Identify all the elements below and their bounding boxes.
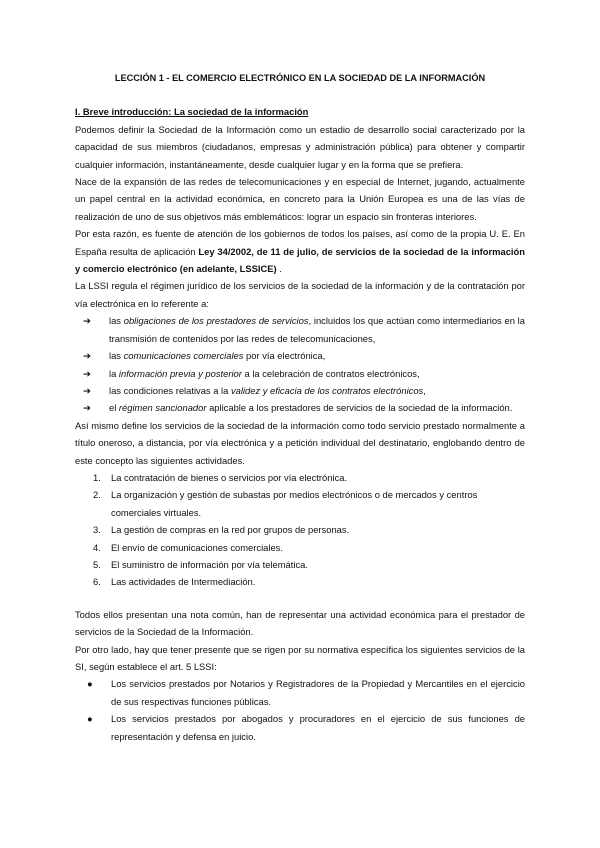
item-number: 6. [93, 576, 101, 588]
list-item: 2. La organización y gestión de subastas por medios electrónicos o de mercados y centros comerciales virtuales. [93, 486, 525, 521]
bullet-icon: ● [87, 713, 93, 725]
item-number: 1. [93, 471, 101, 483]
item-number: 4. [93, 541, 101, 553]
law-intro-text: Por esta razón, es fuente de atención de los gobiernos de todos los países, así como de la propia U. E. En España resulta de aplicación [75, 228, 525, 257]
list-item: 1. La contratación de bienes o servicios por vía electrónica. [93, 469, 525, 486]
item-number: 2. [93, 489, 101, 501]
list-item: ● Los servicios prestados por abogados y procuradores en el ejercicio de sus funciones de representación y defensa en juicio. [87, 710, 525, 745]
paragraph-lssi-scope: La LSSI regula el régimen jurídico de los servicios de la sociedad de la información y de la contratación por vía electrónica en lo referente a: [75, 280, 525, 309]
list-item: 4. El envío de comunicaciones comerciales. [93, 539, 525, 556]
arrow-icon: ➔ [83, 367, 91, 379]
list-item: 6. Las actividades de Intermediación. [93, 573, 525, 590]
list-item: ● Los servicios prestados por Notarios y Registradores de la Propiedad y Mercantiles en el ejercicio de sus respectivas funciones públicas. [87, 675, 525, 710]
law-end-text: . [276, 263, 282, 275]
bullet-icon: ● [87, 678, 93, 690]
emphasis: comunicaciones comerciales [123, 350, 244, 362]
paragraph-law [75, 225, 525, 277]
item-number: 3. [93, 524, 101, 536]
paragraph-origin: Nace de la expansión de las redes de telecomunicaciones y en especial de Internet, jugando, actualmente un papel central en la actividad económica, en concreto para la Unión Europea es una de las vías de realización de uno de sus objetivos más emblemáticos: lograr un espacio sin fronteras interiores. [75, 176, 525, 222]
list-item: ➔ las comunicaciones comerciales por vía electrónica, [83, 347, 525, 364]
law-reference: Ley 34/2002, de 11 de julio, de servicios de la sociedad de la información y comercio electrónico (en adelante, LSSICE) [75, 245, 525, 275]
arrow-icon: ➔ [83, 384, 91, 396]
excluded-services-list [75, 675, 525, 745]
list-item: ➔ la información previa y posterior a la celebración de contratos electrónicos, [83, 365, 525, 382]
spacer [75, 591, 525, 606]
item-number: 5. [93, 558, 101, 570]
paragraph-definition: Podemos definir la Sociedad de la Información como un estadio de desarrollo social caracterizado por la capacidad de sus miembros (ciudadanos, empresas y administración pública) para obtener y compartir cualquier información, instantáneamente, desde cualquier lugar y en la forma que se prefiera. [75, 123, 525, 170]
list-item: 5. El suministro de información por vía telemática. [93, 556, 525, 573]
list-item: ➔ las obligaciones de los prestadores de servicios, incluidos los que actúan como intermediarios en la transmisión de contenidos por las redes de telecomunicaciones, [83, 312, 525, 347]
list-item: 3. La gestión de compras en la red por grupos de personas. [93, 521, 525, 538]
list-item: ➔ el régimen sancionador aplicable a los prestadores de servicios de la sociedad de la información. [83, 399, 525, 416]
arrow-icon: ➔ [83, 315, 91, 327]
document-title: LECCIÓN 1 - EL COMERCIO ELECTRÓNICO EN LA SOCIEDAD DE LA INFORMACIÓN [114, 73, 486, 83]
list-item: ➔ las condiciones relativas a la validez y eficacia de los contratos electrónicos, [83, 382, 525, 399]
arrow-icon: ➔ [83, 350, 91, 362]
emphasis: régimen sancionador [118, 402, 207, 414]
arrow-icon: ➔ [83, 402, 91, 414]
emphasis: obligaciones de los prestadores de servicios [123, 315, 309, 327]
paragraph-common-note: Todos ellos presentan una nota común, han de representar una actividad económica para el prestador de servicios de la Sociedad de la Información. [75, 608, 525, 638]
emphasis: validez y eficacia de los contratos electrónicos [230, 384, 424, 396]
paragraph-services-definition: Así mismo define los servicios de la sociedad de la información como todo servicio prestado normalmente a título oneroso, a distancia, por vía electrónica y a petición individual del destinatario, englobando dentro de este concepto las siguientes actividades. [75, 419, 525, 466]
section-heading: I. Breve introducción: La sociedad de la información [75, 106, 309, 118]
scope-list [75, 312, 525, 416]
emphasis: información previa y posterior [118, 367, 242, 379]
paragraph-specific-rules: Por otro lado, hay que tener presente que se rigen por su normativa específica los siguientes servicios de la SI, según establece el art. 5 LSSI: [75, 643, 525, 672]
activities-list [75, 469, 525, 591]
